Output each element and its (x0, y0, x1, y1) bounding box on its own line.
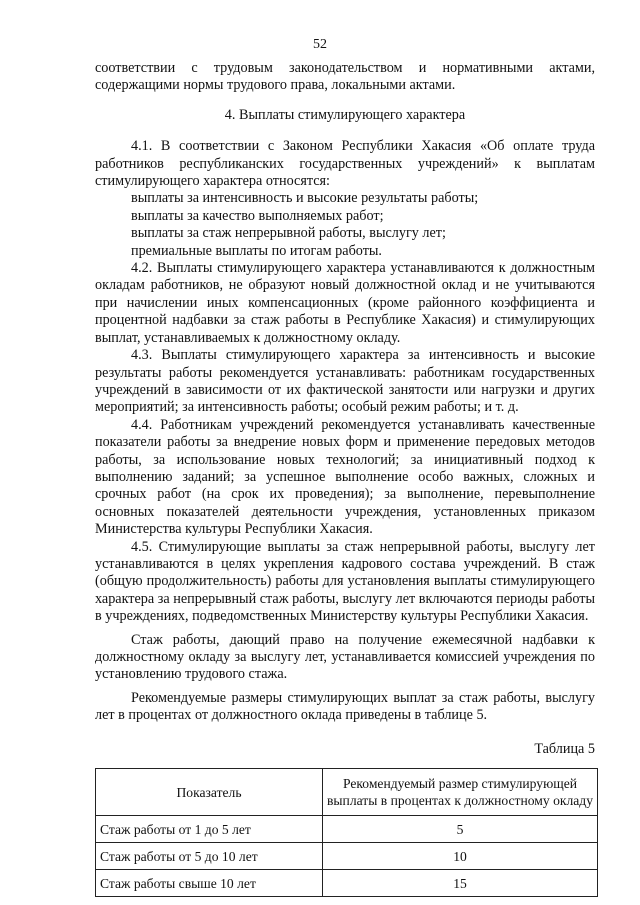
table-caption: Таблица 5 (534, 740, 595, 757)
paragraph-4-2: 4.2. Выплаты стимулирующего характера устанавливаются к должностным окладам работников, не образуют новый должностной оклад и не учитываются при начислении иных компенсационных (кроме районного коэффициента и процентной надбавки за стаж работы в Республике Хакасия) и стимулирующих выплат, устанавливаемых к должностному окладу. (95, 260, 595, 346)
column-header-indicator: Показатель (96, 769, 323, 816)
table-cell-rate: 10 (323, 843, 598, 870)
document-body (95, 60, 595, 897)
table-cell-rate: 5 (323, 816, 598, 843)
page-number: 52 (313, 37, 327, 52)
list-item: выплаты за качество выполняемых работ; (131, 207, 384, 224)
paragraph-table-reference: Рекомендуемые размеры стимулирующих выплат за стаж работы, выслугу лет в процентах от должностного оклада приведены в таблице 5. (95, 689, 595, 724)
table-row (96, 870, 598, 897)
table-cell-indicator: Стаж работы от 1 до 5 лет (96, 816, 323, 843)
paragraph-seniority: Стаж работы, дающий право на получение ежемесячной надбавки к должностному окладу за выслугу лет, устанавливается комиссией учреждения по установлению трудового стажа. (95, 631, 595, 683)
list-item: выплаты за интенсивность и высокие результаты работы; (131, 190, 479, 207)
paragraph-4-4: 4.4. Работникам учреждений рекомендуется устанавливать качественные показатели работы за внедрение новых форм и применение передовых методов работы, за использование новых технологий; за инициативный подход к выполнению заданий; за успешное выполнение особо важных, сложных и срочных работ (на срок их проведения); за выполнение, перевыполнение основных показателей деятельности учреждения, установленных приказом Министерства культуры Республики Хакасия. (95, 416, 595, 538)
table-row (96, 843, 598, 870)
paragraph-4-1: 4.1. В соответствии с Законом Республики Хакасия «Об оплате труда работников республиканских государственных учреждений» к выплатам стимулирующего характера относятся: (95, 138, 595, 190)
table-cell-indicator: Стаж работы свыше 10 лет (96, 870, 323, 897)
list-item: выплаты за стаж непрерывной работы, выслугу лет; (131, 225, 446, 242)
paragraph-4-3: 4.3. Выплаты стимулирующего характера за интенсивность и высокие результаты работы рекомендуется устанавливать: работникам государственных учреждений в зависимости от их фактической занятости или нагрузки и других мероприятий; за интенсивность работы; особый режим работы; и т. д. (95, 347, 595, 416)
section-heading: 4. Выплаты стимулирующего характера (224, 106, 466, 123)
list-item: премиальные выплаты по итогам работы. (131, 242, 382, 259)
table-cell-rate: 15 (323, 870, 598, 897)
table-row (96, 816, 598, 843)
paragraph-continuation: соответствии с трудовым законодательством и нормативными актами, содержащими нормы трудового права, локальными актами. (95, 60, 595, 94)
paragraph-4-5: 4.5. Стимулирующие выплаты за стаж непрерывной работы, выслугу лет устанавливаются в целях укрепления кадрового состава учреждений. В стаж (общую продолжительность) работы для установления выплаты стимулирующего характера за непрерывный стаж работы, выслугу лет включаются периоды работы в учреждениях, подведомственных Министерству культуры Республики Хакасия. (95, 538, 595, 625)
payment-table (95, 768, 598, 897)
table-cell-indicator: Стаж работы от 5 до 10 лет (96, 843, 323, 870)
table-header-row (96, 769, 598, 816)
column-header-rate: Рекомендуемый размер стимулирующей выплаты в процентах к должностному окладу (323, 769, 598, 816)
